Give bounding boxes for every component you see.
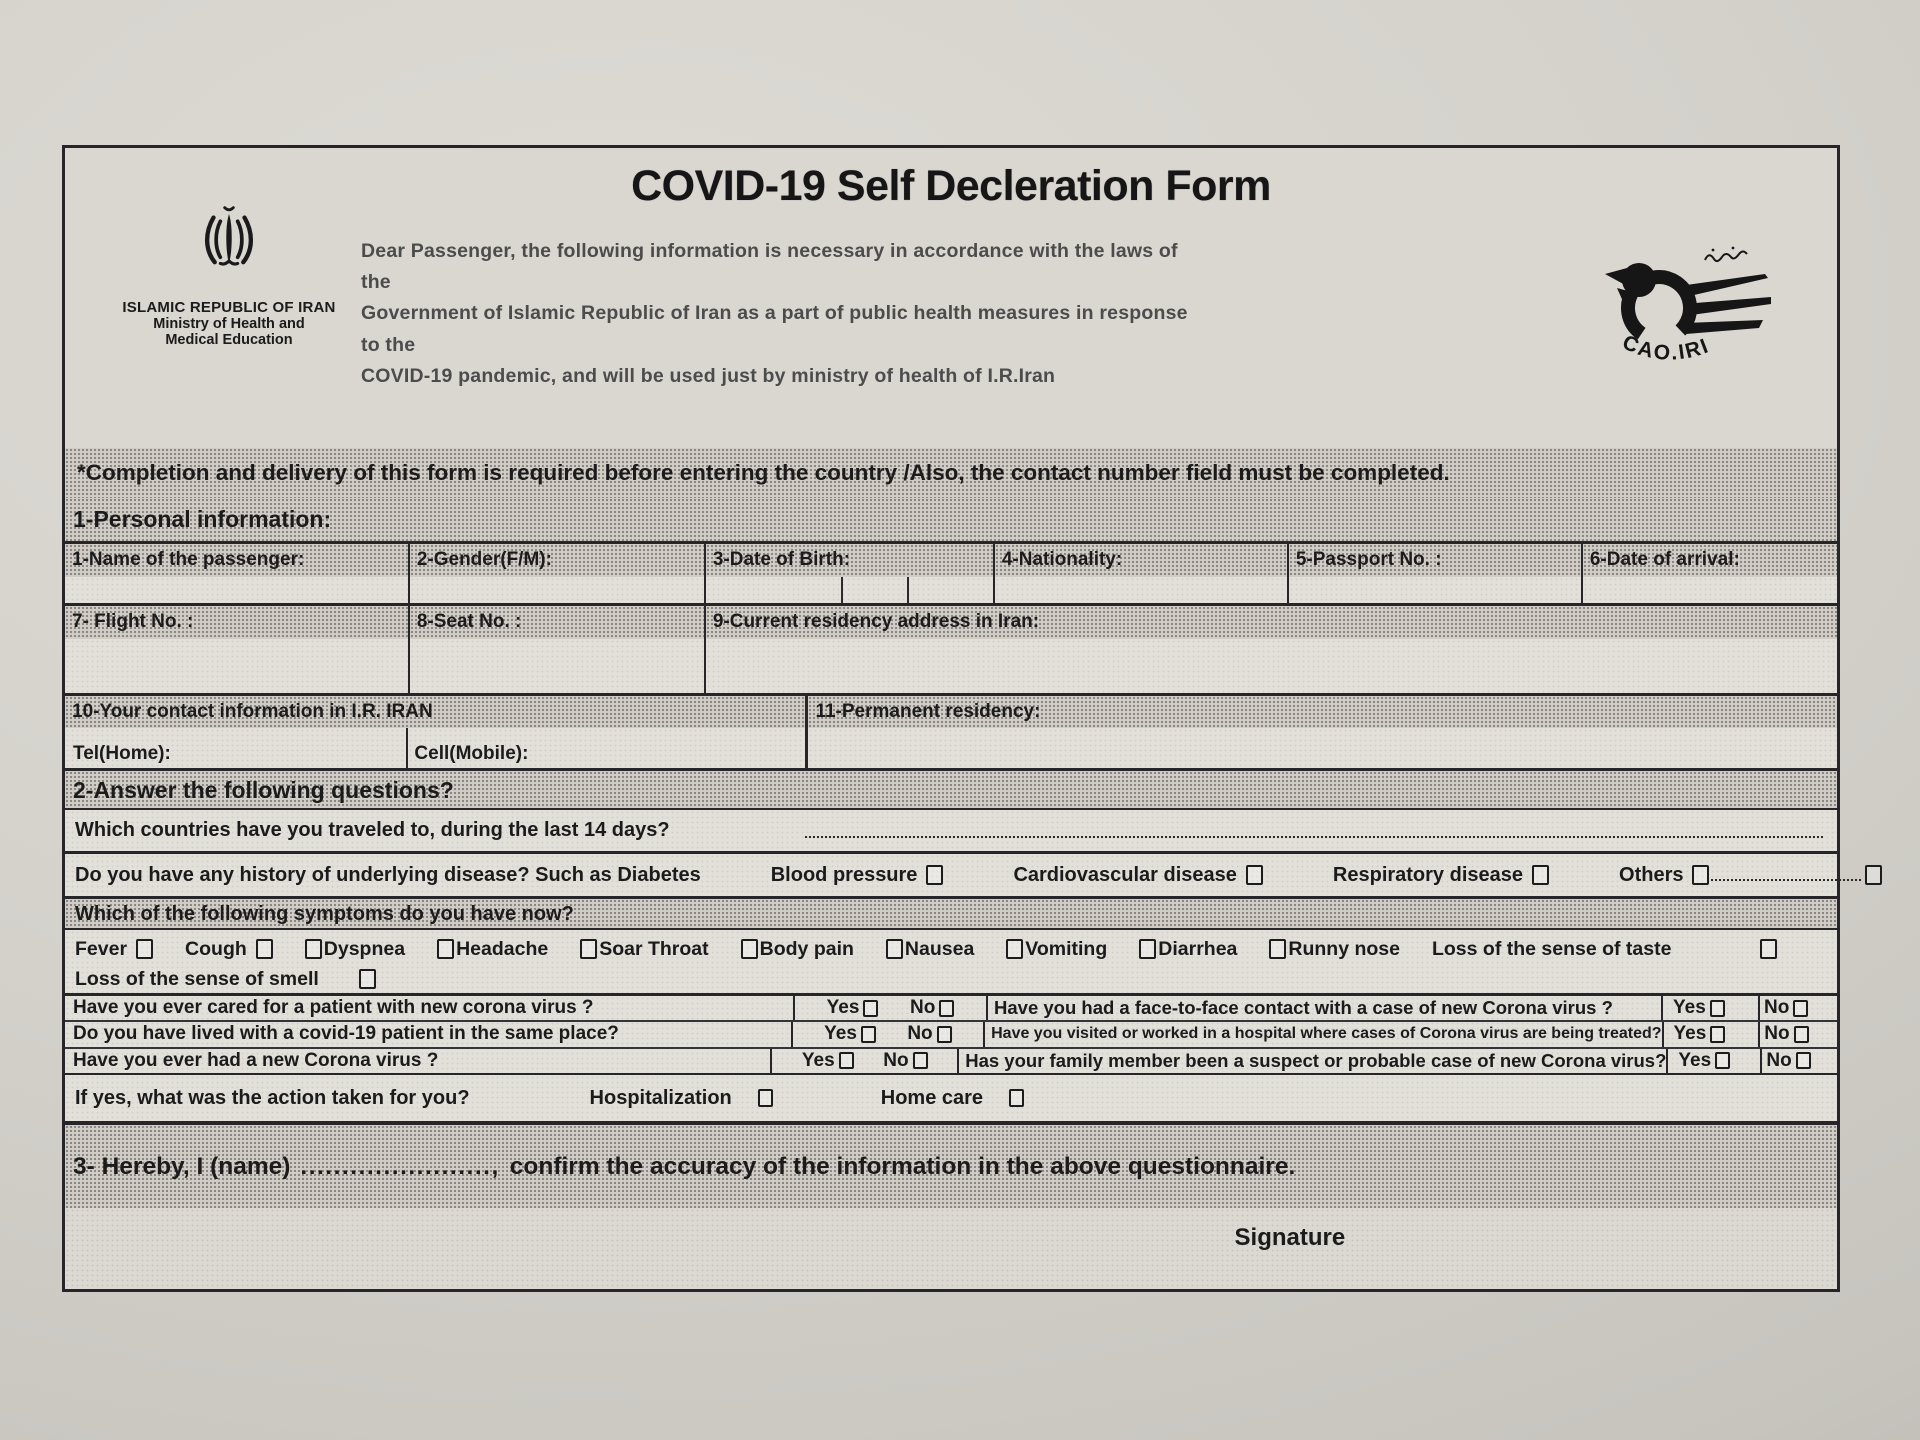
symptoms-line-2 (75, 964, 1825, 994)
field-seat-no (410, 606, 706, 693)
no-checkbox[interactable] (1793, 1000, 1808, 1017)
question-family-suspect: Has your family member been a suspect or probable case of new Corona virus? (959, 1049, 1668, 1073)
section3-statement (65, 1121, 1837, 1208)
blood-pressure-checkbox[interactable] (926, 865, 943, 885)
respiratory-checkbox[interactable] (1532, 865, 1549, 885)
symptom-body-pain: Body pain (741, 938, 854, 961)
date-of-birth-input[interactable] (706, 577, 993, 603)
cao-logo (1587, 244, 1777, 379)
question-face-to-face-contact: Have you had a face-to-face contact with a case of new Corona virus ? (988, 996, 1663, 1020)
cell-mobile-input[interactable] (408, 728, 805, 768)
nationality-input[interactable] (995, 577, 1287, 603)
statement-post: confirm the accuracy of the information in the above questionnaire. (509, 1152, 1296, 1180)
personal-info-row1 (65, 541, 1837, 603)
action-row (65, 1073, 1837, 1121)
field-permanent-residency (808, 696, 1837, 768)
headache-checkbox[interactable] (437, 939, 454, 959)
cao-bird-icon (1587, 244, 1777, 374)
section1-heading: 1-Personal information: (65, 498, 1837, 541)
field-label: 7- Flight No. : (65, 606, 408, 639)
field-residency-address (706, 606, 1837, 693)
question-cared-for-patient: Have you ever cared for a patient with new corona virus ? (65, 996, 795, 1020)
cao-caption: CAO.IRI (1618, 330, 1713, 365)
field-label: 1-Name of the passenger: (65, 544, 408, 577)
loss-of-smell-checkbox[interactable] (359, 969, 376, 989)
symptom-dyspnea: Dyspnea (305, 938, 405, 961)
symptom-soar-throat: Soar Throat (580, 938, 708, 961)
diarrhea-checkbox[interactable] (1139, 939, 1156, 959)
others-checkbox[interactable] (1692, 865, 1709, 885)
field-date-of-birth (706, 544, 995, 603)
nausea-checkbox[interactable] (886, 939, 903, 959)
intro-paragraph (361, 236, 1191, 392)
loss-of-taste-checkbox[interactable] (1760, 939, 1777, 959)
field-passenger-name (65, 544, 410, 603)
field-label: 8-Seat No. : (410, 606, 704, 639)
symptom-nausea: Nausea (886, 938, 974, 961)
iran-emblem-block (111, 194, 347, 348)
travel-answer-line[interactable] (805, 823, 1823, 838)
option-others: Others (1619, 864, 1882, 887)
field-gender (410, 544, 706, 603)
yes-checkbox[interactable] (839, 1052, 854, 1069)
field-date-of-arrival (1583, 544, 1837, 603)
body-pain-checkbox[interactable] (741, 939, 758, 959)
field-label: 10-Your contact information in I.R. IRAN (65, 696, 805, 728)
no-checkbox[interactable] (1794, 1026, 1809, 1043)
question-lived-with-patient: Do you have lived with a covid-19 patient in the same place? (65, 1022, 793, 1046)
signature-label[interactable]: Signature (1234, 1224, 1346, 1251)
page-title: COVID-19 Self Decleration Form (631, 162, 1271, 210)
intro-line-1: Dear Passenger, the following information is necessary in accordance with the laws of the (361, 240, 1178, 294)
permanent-residency-input[interactable] (808, 728, 1837, 768)
travel-question-row (65, 808, 1837, 851)
yes-checkbox[interactable] (861, 1026, 876, 1043)
cardiovascular-checkbox[interactable] (1246, 865, 1263, 885)
symptom-fever: Fever (75, 938, 153, 961)
cell-mobile-label: Cell(Mobile): (414, 743, 529, 764)
symptom-headache: Headache (437, 938, 548, 961)
question-had-corona: Have you ever had a new Corona virus ? (65, 1049, 772, 1073)
yes-checkbox[interactable] (1715, 1052, 1730, 1069)
ministry-name-line1: ISLAMIC REPUBLIC OF IRAN (122, 299, 336, 316)
symptom-cough: Cough (185, 938, 273, 961)
no-checkbox[interactable] (1796, 1052, 1811, 1069)
action-question: If yes, what was the action taken for you? (75, 1086, 470, 1109)
ministry-name-line2: Ministry of Health and (153, 316, 305, 332)
question-visited-hospital: Have you visited or worked in a hospital where cases of Corona virus are being treated? (985, 1022, 1663, 1046)
symptoms-line-1 (75, 934, 1825, 964)
date-separator (841, 577, 843, 603)
soar-throat-checkbox[interactable] (580, 939, 597, 959)
symptom-diarrhea: Diarrhea (1139, 938, 1237, 961)
residency-address-input[interactable] (706, 639, 1837, 693)
tel-home-label: Tel(Home): (73, 743, 171, 764)
symptom-vomiting: Vomiting (1006, 938, 1107, 961)
field-label: 5-Passport No. : (1289, 544, 1581, 577)
symptom-runny-nose: Runny nose (1269, 938, 1400, 961)
name-answer-line[interactable]: ......................., (300, 1152, 500, 1180)
home-care-checkbox[interactable] (1009, 1089, 1024, 1107)
passenger-name-input[interactable] (65, 577, 408, 603)
yes-no-table (65, 993, 1837, 1073)
field-flight-no (65, 606, 410, 693)
hospitalization-checkbox[interactable] (758, 1089, 773, 1107)
dyspnea-checkbox[interactable] (305, 939, 322, 959)
intro-line-3: COVID-19 pandemic, and will be used just by ministry of health of I.R.Iran (361, 364, 1056, 387)
field-label: 9-Current residency address in Iran: (706, 606, 1837, 639)
table-row: Do you have lived with a covid-19 patient in the same place? Yes No Have you visited or worked in a hospital where cases of Corona virus are being treated? Yes No (65, 1020, 1837, 1046)
signature-zone (65, 1208, 1837, 1289)
table-row: Have you ever had a new Corona virus ? Yes No Has your family member been a suspect or probable case of new Corona virus? Yes No (65, 1047, 1837, 1073)
intro-line-2: Government of Islamic Republic of Iran as a part of public health measures in response to the (361, 302, 1188, 356)
travel-question: Which countries have you traveled to, during the last 14 days? (75, 819, 670, 841)
hospitalization-label: Hospitalization (589, 1086, 732, 1109)
runny-nose-checkbox[interactable] (1269, 939, 1286, 959)
field-label: 6-Date of arrival: (1583, 544, 1837, 577)
svg-text:CAO.IRI (1619, 331, 1713, 365)
declaration-form (62, 145, 1840, 1292)
vomiting-checkbox[interactable] (1006, 939, 1023, 959)
contact-info-row (65, 693, 1837, 768)
no-checkbox[interactable] (913, 1052, 928, 1069)
others-answer-line[interactable] (1711, 867, 1861, 881)
notice-text: *Completion and delivery of this form is required before entering the country /Also, the contact number field must be completed. (77, 460, 1450, 485)
cough-checkbox[interactable] (256, 939, 273, 959)
gender-input[interactable] (410, 577, 704, 603)
notice-bar (65, 448, 1837, 498)
disease-question: Do you have any history of underlying disease? Such as Diabetes (75, 863, 701, 886)
date-of-arrival-input[interactable] (1583, 577, 1837, 603)
no-checkbox[interactable] (937, 1026, 952, 1043)
field-contact-info (65, 696, 808, 768)
yes-checkbox[interactable] (1710, 1026, 1725, 1043)
statement-pre: 3- Hereby, I (name) (73, 1152, 291, 1180)
others-checkbox-2[interactable] (1865, 865, 1882, 885)
ministry-name-line3: Medical Education (165, 332, 293, 348)
symptoms-heading: Which of the following symptoms do you have now? (65, 896, 1837, 928)
field-label: 4-Nationality: (995, 544, 1287, 577)
flight-no-input[interactable] (65, 639, 408, 693)
home-care-label: Home care (880, 1086, 984, 1109)
no-checkbox[interactable] (939, 1000, 954, 1017)
fever-checkbox[interactable] (136, 939, 153, 959)
symptoms-rows (65, 928, 1837, 993)
passport-no-input[interactable] (1289, 577, 1581, 603)
seat-no-input[interactable] (410, 639, 704, 693)
date-separator (907, 577, 909, 603)
field-nationality (995, 544, 1289, 603)
option-respiratory: Respiratory disease (1333, 864, 1549, 887)
option-cardiovascular: Cardiovascular disease (1013, 864, 1262, 887)
field-passport-no (1289, 544, 1583, 603)
field-label: 2-Gender(F/M): (410, 544, 704, 577)
yes-checkbox[interactable] (1710, 1000, 1725, 1017)
symptom-loss-of-taste: Loss of the sense of taste (1431, 937, 1672, 960)
persian-script (1705, 252, 1747, 262)
yes-checkbox[interactable] (863, 1000, 878, 1017)
symptom-loss-of-smell: Loss of the sense of smell (75, 968, 376, 991)
tel-home-input[interactable] (65, 728, 408, 768)
option-blood-pressure: Blood pressure (771, 864, 944, 887)
field-label: 3-Date of Birth: (706, 544, 993, 577)
table-row: Have you ever cared for a patient with new corona virus ? Yes No Have you had a face-to-face contact with a case of new Corona virus ? Yes No (65, 996, 1837, 1020)
field-label: 11-Permanent residency: (808, 696, 1837, 728)
section2-heading: 2-Answer the following questions? (65, 768, 1837, 808)
disease-question-row (65, 851, 1837, 896)
iran-emblem-icon (198, 194, 260, 292)
personal-info-row2 (65, 603, 1837, 693)
form-header (65, 148, 1837, 448)
